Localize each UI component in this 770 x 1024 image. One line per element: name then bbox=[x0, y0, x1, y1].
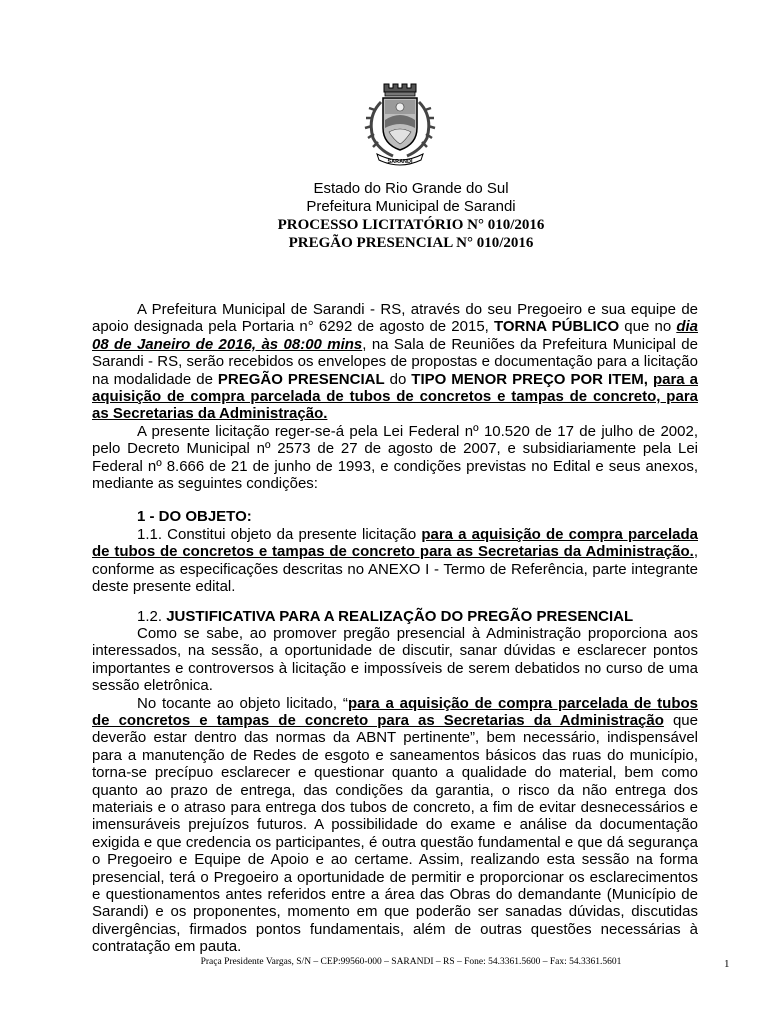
section-1-1: 1.1. Constitui objeto da presente licitação para a aquisição de compra parcelada de tubos de concretos e tampas de concreto para as Secretarias da Administração., conforme as especificações descritas no ANEXO I - Termo de Referência, parte integrante deste presente edital. bbox=[92, 525, 698, 596]
justification-paragraph-2: No tocante ao objeto licitado, “para a aquisição de compra parcelada de tubos de concretos e tampas de concreto para as Secretarias da Administração que deverão estar dentro das normas da ABNT pertinente”, bem necessário, indispensável para a manutenção de Redes de esgoto e saneamentos básicos das ruas do município, torna-se precípuo esclarecer e questionar quanto a qualidade do material, bem como quanto ao prazo de entrega, das condições da garantia, o risco da não entrega dos materiais e o atraso para entrega dos tubos de concreto, a fim de evitar desnecessários e imensuráveis prejuízos futuros. A possibilidade do exame e análise da documentação exigida e que credencia os participantes, é outra questão fundamental e que dá segurança o Pregoeiro e Equipe de Apoio e ao certame. Assim, realizando esta sessão na forma presencial, terá o Pregoeiro a oportunidade de permitir e proporcionar os esclarecimentos e questionamentos antes referidos entre a área das Obras do demandante (Município de Sarandi) e os proponentes, momento em que poderão ser sanadas dúvidas, discutidas divergências, firmados pontos fundamentais, além de outras questões necessárias à contratação em pauta. bbox=[92, 694, 699, 956]
header-state: Estado do Rio Grande do Sul bbox=[313, 180, 509, 197]
page-number: 1 bbox=[724, 958, 730, 970]
document-body bbox=[92, 301, 698, 956]
intro-paragraph: A Prefeitura Municipal de Sarandi - RS, através do seu Pregoeiro e sua equipe de apoio designada pela Portaria n° 6292 de agosto de 2015, TORNA PÚBLICO que no dia 08 de Janeiro de 2016, às 08:00 mins, na Sala de Reuniões da Prefeitura Municipal de Sarandi - RS, serão recebidos os envelopes de propostas e documentação para a licitação na modalidade de PREGÃO PRESENCIAL do TIPO MENOR PREÇO POR ITEM, para a aquisição de compra parcelada de tubos de concretos e tampas de concreto, para as Secretarias da Administração. bbox=[92, 301, 698, 423]
session-date: dia 08 de Janeiro de 2016, às 08:00 mins bbox=[92, 318, 698, 353]
justification-paragraph-1: Como se sabe, ao promover pregão presencial à Administração proporciona aos interessados, na sessão, a oportunidade de discutir, sanar dúvidas e esclarecer pontos importantes e controversos à licitação e impossíveis de serem debatidos no curso de uma sessão eletrônica. bbox=[92, 624, 698, 695]
header-prefecture: Prefeitura Municipal de Sarandi bbox=[306, 198, 516, 215]
section-1-title: 1 - DO OBJETO: bbox=[137, 508, 252, 526]
footer-address: Praça Presidente Vargas, S/N – CEP:99560-000 – SARANDI – RS – Fone: 54.3361.5600 – Fax: 54.3361.5601 bbox=[200, 957, 622, 967]
section-1-2-title: 1.2. JUSTIFICATIVA PARA A REALIZAÇÃO DO PREGÃO PRESENCIAL bbox=[137, 607, 634, 625]
object-highlight: para a aquisição de compra parcelada de tubos de concretos e tampas de concreto, para as Secretarias da Administração. bbox=[92, 370, 698, 423]
legal-paragraph: A presente licitação reger-se-á pela Lei Federal nº 10.520 de 17 de julho de 2002, pelo Decreto Municipal nº 2573 de 27 de agosto de 2007, e subsidiariamente pela Lei Federal nº 8.666 de 21 de junho de 1993, e condições previstas no Edital e seus anexos, mediante as seguintes condições: bbox=[92, 422, 698, 493]
document-header bbox=[0, 180, 770, 252]
header-process: PROCESSO LICITATÓRIO N° 010/2016 bbox=[277, 217, 545, 233]
crest-ribbon-text: SARANDI bbox=[387, 159, 413, 165]
header-pregao: PREGÃO PRESENCIAL N° 010/2016 bbox=[288, 235, 534, 251]
municipal-crest-icon bbox=[349, 80, 449, 170]
